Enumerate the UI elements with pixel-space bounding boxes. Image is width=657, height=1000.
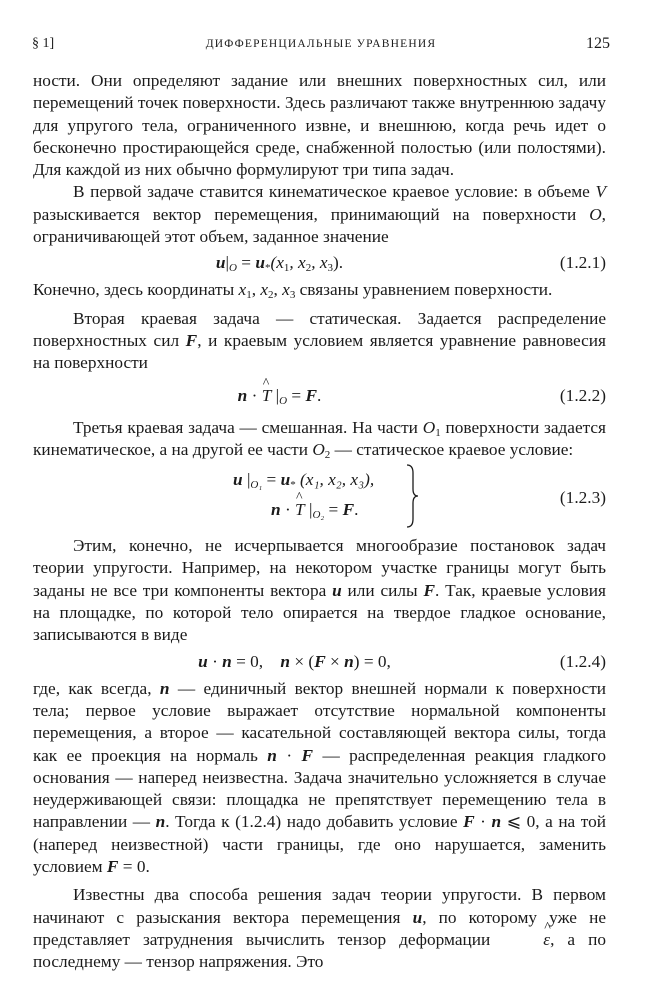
page-body <box>33 70 606 974</box>
equation-expression: u · n = 0, n × (F × n) = 0, <box>198 651 391 671</box>
paragraph-6: Этим, конечно, не исчерпывается многообразие постановок задач теории упругости. Например, на некотором участке границы могут быть заданы не все три компоненты вектора u или силы F. Так, краевые условия на площадке, по которой тело опирается на твердое гладкое основание, записываются в виде <box>33 536 607 645</box>
equation-expression: n · ^ T $|_O = F$. <box>33 385 526 407</box>
equation-number: (1.2.1) <box>559 253 606 273</box>
equation-expression: $u|_O = u_*(x_1$, $x_2$, $x_3$). <box>215 253 344 275</box>
paragraph-2: В первой задаче ставится кинематическое краевое условие: в объеме V разыскивается вектор перемещения, принимающий на поверхности O, ограничивающей этот объем, заданное значение <box>33 182 606 247</box>
paragraph-4: Вторая краевая задача — статическая. Задается распределение поверхностных сил F, и краевым условием является уравнение равновесия на поверхности <box>33 308 607 373</box>
page-header <box>32 36 610 56</box>
equation-number: (1.2.4) <box>559 651 606 671</box>
equation-1-2-4 <box>33 651 606 675</box>
equation-row-2: n · ^ T $|_{O_2} = F$. <box>271 499 358 521</box>
equation-1-2-1 <box>33 252 606 276</box>
paragraph-7: где, как всегда, n — единичный вектор внешней нормали к поверхности тела; первое условие выражает отсутствие нормальной компоненты перемещения, а второе — касательной составляющей вектора силы, тогда как ее проекция на нормаль n · F — распределенная реакция гладкого основания — наперед неизвестна. Задача значительно усложняется в случае неудерживающей связи: площадка не препятствует перемещению тела в направлении — n. Тогда к (1.2.4) надо добавить условие F · n ⩽ 0, а на той (наперед неизвестной) части границы, где оно нарушается, заменить условием F = 0. <box>33 678 607 877</box>
paragraph-8: Известны два способа решения задач теории упругости. В первом начинают с разыскания вектора перемещения u, по которому уже не представляет затруднения вычислить тензор деформации ^ ε, а по последнему — тензор напряжения. Это <box>33 884 606 973</box>
equation-number: (1.2.2) <box>559 385 606 405</box>
equation-number: (1.2.3) <box>559 488 606 508</box>
running-title: ДИФФЕРЕНЦИАЛЬНЫЕ УРАВНЕНИЯ <box>205 38 437 50</box>
page-number: 125 <box>586 35 610 52</box>
equation-row-1: u $|_{O_1} = u_*$ (x₁, x₂, x₃), <box>233 470 375 492</box>
equation-1-2-2 <box>33 385 606 409</box>
section-marker: § 1] <box>32 36 55 51</box>
equation-1-2-3 <box>33 469 606 529</box>
right-brace-icon <box>405 463 419 529</box>
paragraph-1: ности. Они определяют задание или внешних поверхностных сил, или перемещений точек поверхности. Здесь различают также внутреннюю задачу для упругого тела, ограниченного извне, и внешнюю, когда речь идет о бесконечно простирающейся среде, снабженной полостью (или полостями). Для каждой из них обычно формулируют три типа задач. <box>33 71 606 180</box>
paragraph-5: Третья краевая задача — смешанная. На части $O_1$ поверхности задается кинематическое, а на другой ее части $O_2$ — статическое краевое условие: <box>33 417 607 461</box>
paragraph-3: Конечно, здесь координаты $x_1$, $x_2$, $x_3$ связаны уравнением поверхности. <box>33 280 553 302</box>
